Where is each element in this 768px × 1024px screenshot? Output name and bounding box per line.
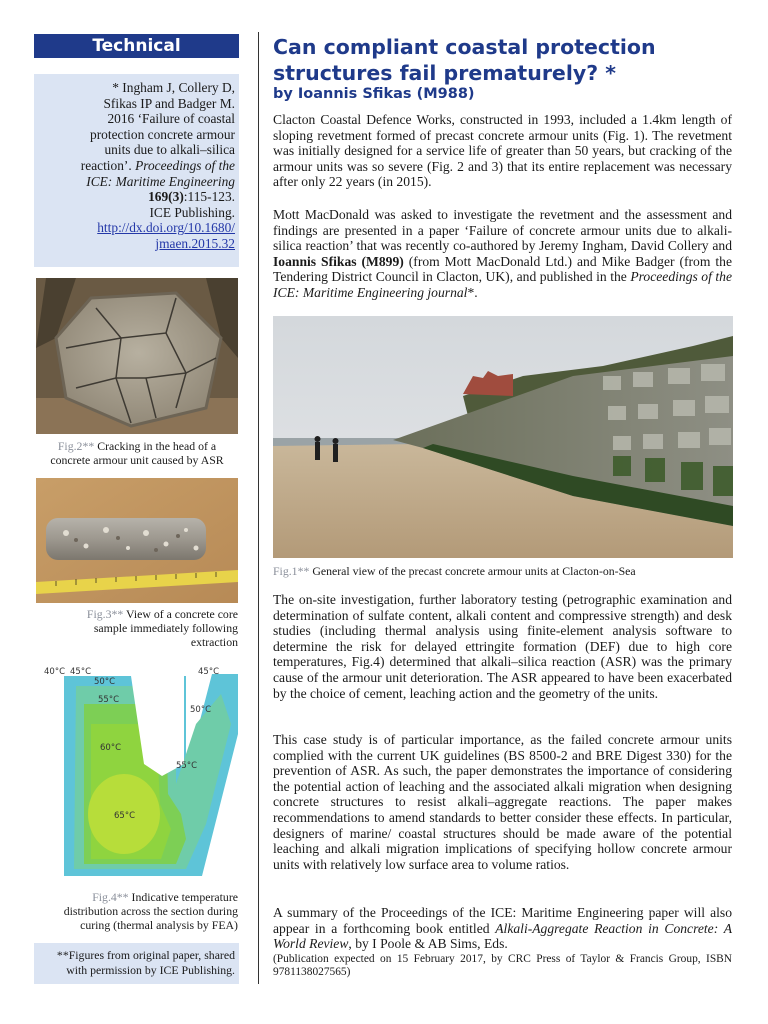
reference-line: ICE Publishing.: [149, 204, 235, 220]
temp-label: 65°C: [114, 811, 136, 821]
reference-line: [42, 220, 235, 236]
pages: :115-123.: [183, 189, 235, 205]
journal-name: Proceedings of the ICE: Maritime Engineering journal: [273, 269, 732, 300]
fig2-caption: [36, 439, 238, 467]
reference-line: [42, 189, 235, 205]
section-banner: Technical: [34, 34, 239, 58]
article-title: [273, 34, 743, 86]
fig3-text: sample immediately following: [93, 621, 238, 636]
paragraph-text: A summary of the Proceedings of the ICE: Maritime Engineering paper will also appear in a forthcoming book entitled: [273, 905, 732, 936]
paragraph: Clacton Coastal Defence Works, constructed in 1993, included a 1.4km length of sloping revetment formed of precast concrete armour units (Fig. 1). The revetment was initially designed for a service life of greater than 50 years, but cracking of the armour units was so severe (Fig. 2 and 3) that its entire replacement was necessary after only 22 years (in 2015).: [273, 112, 732, 190]
temp-label: 40°C: [44, 667, 66, 677]
fig3-text: extraction: [190, 635, 238, 650]
fig2-text: concrete armour unit caused by ASR: [50, 453, 224, 468]
fig2-cracked-unit-photo: [36, 278, 238, 434]
fig4-text: curing (thermal analysis by FEA): [80, 918, 238, 933]
fig3-concrete-core-photo: [36, 478, 238, 603]
temp-label: 45°C: [70, 667, 92, 677]
journal-name: ICE: Maritime Engineering: [86, 173, 235, 189]
fig4-text: Indicative temperature: [128, 890, 238, 904]
column-divider: [258, 32, 259, 984]
reference-line: * Ingham J, Collery D,: [112, 80, 235, 95]
temp-label: 55°C: [176, 761, 198, 771]
fig4-label: Fig.4**: [92, 890, 129, 904]
temp-label: 60°C: [100, 743, 122, 753]
note-line: **Figures from original paper, shared: [56, 948, 235, 962]
reference-line: Sfikas IP and Badger M.: [103, 95, 235, 111]
paragraph-text: *.: [467, 284, 478, 300]
doi-link[interactable]: http://dx.doi.org/10.1680/: [97, 220, 235, 236]
paragraph-text: (from Mott MacDonald Ltd.) and Mike Badger (from the Tendering District Council in Clacton, UK), and published in the: [273, 253, 732, 285]
temp-label: 45°C: [198, 667, 220, 677]
fig3-text: View of a concrete core: [123, 607, 238, 621]
paragraph-text: Mott MacDonald was asked to investigate the revetment and the assessment and findings are presented in a paper ‘Failure of concrete armour units due to alkali-silica reaction’ that was recently co-authored by Jeremy Ingham, David Collery and: [273, 207, 732, 254]
paragraph: The on-site investigation, further laboratory testing (petrographic examination and determination of sulfate content, alkali content and compressive strength) and desk studies (including thermal analysis using finite-element analysis software to determine the risk for delayed ettringite formation (DEF) due to high core temperatures, Fig.4) determined that alkali–silica reaction (ASR) was the primary cause of the armour unit deterioration. The ASR appeared to have been exacerbated by the choice of cement, leaching action and the geometry of the units.: [273, 592, 732, 701]
reference-line: [42, 158, 235, 174]
fig1-text: General view of the precast concrete armour units at Clacton-on-Sea: [309, 564, 636, 578]
book-title: Alkali-Aggregate Reaction in Concrete: A World Review: [273, 920, 732, 952]
paragraph: [273, 207, 732, 301]
permission-note: [34, 943, 239, 984]
temp-label: 50°C: [190, 705, 212, 715]
temp-label: 50°C: [94, 677, 116, 687]
note-line: with permission by ICE Publishing.: [66, 962, 235, 977]
reference-line: protection concrete armour: [90, 126, 235, 142]
paragraph: [273, 905, 732, 952]
fig2-text: Cracking in the head of a: [94, 439, 217, 453]
article-byline: by Ioannis Sfikas (M988): [273, 86, 475, 102]
reference-box: [34, 74, 239, 267]
fig1-label: Fig.1**: [273, 564, 310, 578]
paragraph-text: , by I Poole & AB Sims, Eds.: [348, 936, 508, 952]
reference-text: reaction’.: [80, 157, 136, 173]
publication-note: (Publication expected on 15 February 2017, by CRC Press of Taylor & Francis Group, ISBN 9781138027565): [273, 953, 732, 979]
fig1-revetment-photo: [273, 316, 733, 558]
reference-line: [42, 236, 235, 252]
fig3-caption: [36, 607, 238, 650]
doi-link[interactable]: jmaen.2015.32: [155, 235, 235, 251]
reference-line: 2016 ‘Failure of coastal: [107, 111, 235, 127]
temp-label: 55°C: [98, 695, 120, 705]
title-line: Can compliant coastal protection: [273, 35, 656, 59]
volume-issue: 169(3): [148, 189, 184, 205]
fig4-temperature-diagram: [36, 664, 238, 876]
journal-name: Proceedings of the: [135, 157, 235, 173]
reference-line: [42, 174, 235, 190]
author-name: Ioannis Sfikas (M899): [273, 253, 404, 269]
fig1-caption: [273, 564, 636, 579]
paragraph: This case study is of particular importance, as the failed concrete armour units complied with the current UK guidelines (BS 8500-2 and BRE Digest 330) for the prevention of ASR. As such, the paper demonstrates the importance of considering the potential action of leaching and the associated alkali migration when designing concrete structures to resist alkali–aggregate reactions. The paper makes recommendations to amend standards to better consider these effects. In particular, designers of marine/ coastal structures should be made aware of the potential leaching and alkali migration implications of specifying hollow concrete armour units with relatively low surface area to volume ratios.: [273, 732, 732, 872]
fig3-label: Fig.3**: [86, 607, 124, 621]
fig4-caption: [36, 890, 238, 933]
title-line: structures fail prematurely? *: [273, 61, 616, 85]
fig2-label: Fig.2**: [57, 439, 95, 453]
reference-line: units due to alkali–silica: [104, 142, 235, 158]
fig4-text: distribution across the section during: [63, 904, 238, 919]
